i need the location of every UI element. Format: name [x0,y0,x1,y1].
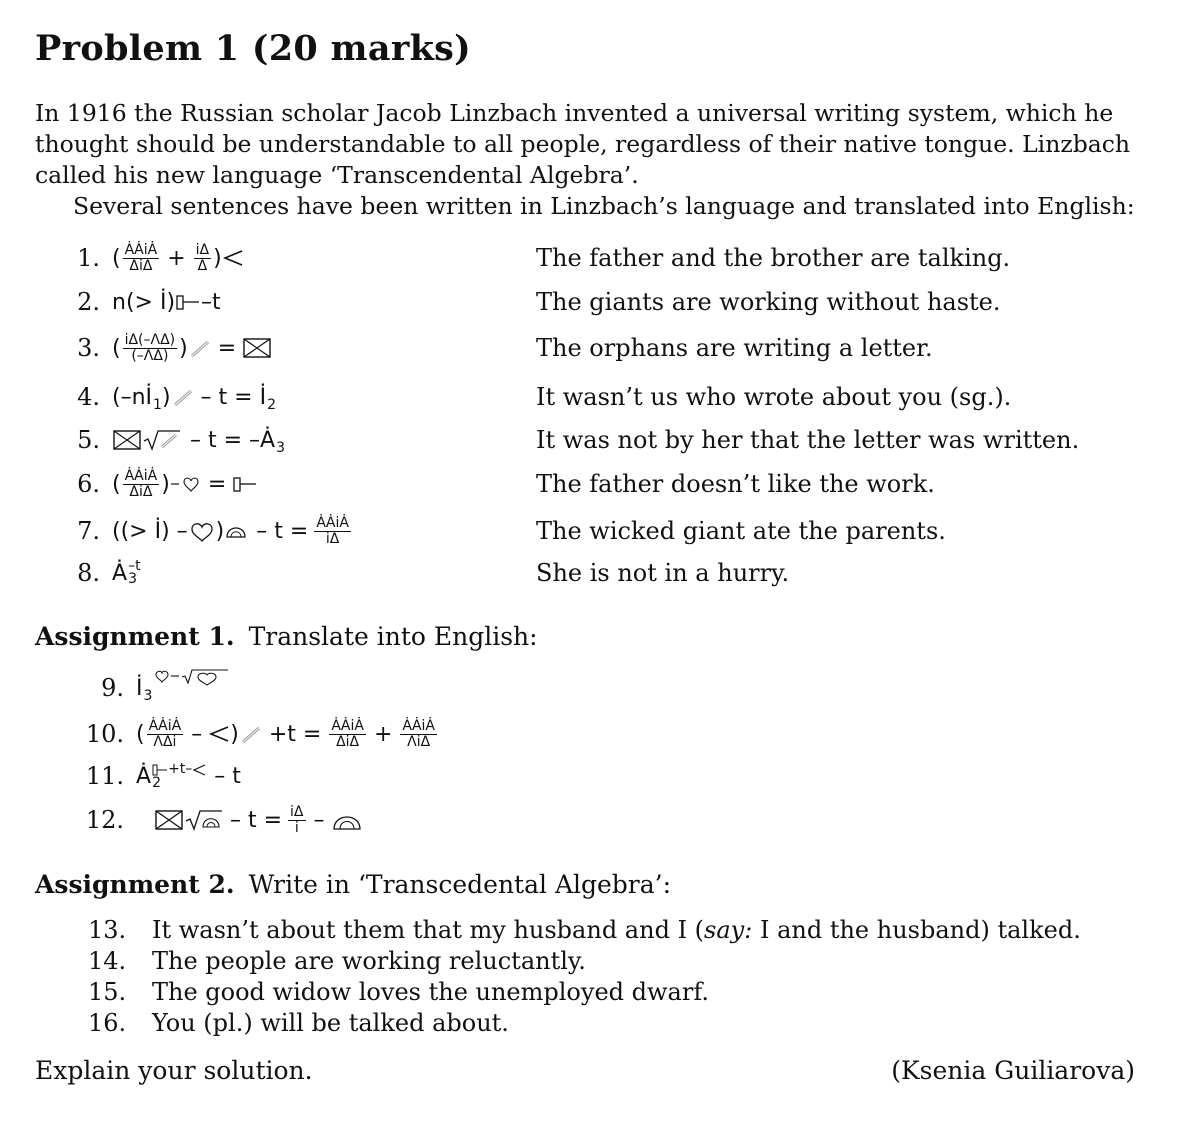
question-number: 10. [85,720,124,748]
fraction: $\frac{\text{ȦȦiȦ}}{\text{ΛΔi}}$ [148,717,182,750]
example-translation: It wasn’t us who wrote about you (sg.). [536,383,1012,411]
example-formula: – t = –Ȧ 3 [112,420,285,460]
example-number: 4. [77,383,100,411]
talk-symbol-icon [208,724,230,744]
fraction: $\frac{\text{ȦȦiȦ}}{i\Delta}$ [316,514,349,547]
intro-lead-in: Several sentences have been written in Linzbach’s language and translated into English: [73,192,1135,220]
example-number: 3. [77,334,100,362]
task-item: 16. You (pl.) will be talked about. [88,1009,509,1037]
pen-symbol-icon [171,385,195,409]
fraction: $\frac{i\Delta}{i}$ [290,803,304,836]
example-translation: It was not by her that the letter was written. [536,426,1080,454]
example-formula: ( $\frac{\text{ȦȦiȦ}}{\text{ΔiΔ}}$ ) = [112,464,258,504]
letter-symbol-icon [154,808,184,832]
fraction: $\frac{i\Delta}{\Delta}$ [195,241,210,274]
heart-root-symbol-icon [152,665,232,695]
example-number: 8. [77,559,100,587]
talk-symbol-icon [192,763,206,777]
task-item: 15. The good widow loves the unemployed dwarf. [88,978,709,1006]
example-translation: The orphans are writing a letter. [536,334,933,362]
example-number: 2. [77,288,100,316]
instruction-text: Explain your solution. [35,1056,313,1085]
root-eat-symbol-icon [184,807,224,833]
example-formula: ( $\frac{\text{ȦȦiȦ}}{\text{ΔiΔ}}$ + $\frac{i\Delta}{\Delta}$ ) [112,238,244,278]
work-symbol-icon [232,474,258,494]
intro-text [35,98,1140,222]
fraction: $\frac{\text{ȦȦiȦ}}{\text{ΔiΔ}}$ [124,467,158,500]
example-number: 1. [77,244,100,272]
assignment-1-heading: Assignment 1. Translate into English: [35,622,538,651]
talk-symbol-icon [222,248,244,268]
example-formula: ((> İ) – ) – t = $\frac{\text{ȦȦiȦ}}{i\Delta}$ [112,514,349,547]
example-formula: Ȧ –t 3 [112,558,141,587]
example-translation: The father doesn’t like the work. [536,470,935,498]
question-formula: ( $\frac{\text{ȦȦiȦ}}{\text{ΛΔi}}$ – ) +t = $\frac{\text{ȦȦiȦ}}{\text{ΔiΔ}}$ + $\frac{\text{ȦȦiȦ}}{\text{ΛiΔ}}$ [136,717,435,750]
example-formula: n(> İ) –t [112,289,221,315]
fraction: $\frac{\text{ȦȦiȦ}}{\text{ΔiΔ}}$ [331,717,364,750]
page-title: Problem 1 (20 marks) [35,28,472,69]
fraction: $\frac{i\Delta(-\Lambda\Delta)}{(-\Lambda\Delta)}$ [124,331,176,364]
pen-symbol-icon [239,722,263,746]
example-formula: ( $\frac{i\Delta(-\Lambda\Delta)}{(-\Lambda\Delta)}$ ) = [112,328,272,368]
dislike-heart-icon [170,474,202,494]
example-translation: The father and the brother are talking. [536,244,1011,272]
fraction: $\frac{\text{ȦȦiȦ}}{\text{ΛiΔ}}$ [402,717,435,750]
example-number: 5. [77,426,100,454]
question-number: 9. [101,674,124,702]
question-number: 11. [85,762,124,790]
heart-symbol-icon [188,519,216,543]
intro-paragraph: In 1916 the Russian scholar Jacob Linzbach invented a universal writing system, which he thought should be understandable to all people, regardless of their native tongue. Linzbach called his new language ‘Transcendental Algebra’. [35,99,1131,189]
assignment-2-heading: Assignment 2. Write in ‘Transcedental Algebra’: [35,870,672,899]
letter-symbol-icon [242,336,272,360]
question-formula: Ȧ +t– 2 – t [136,761,241,791]
example-translation: The wicked giant ate the parents. [536,517,946,545]
example-number: 6. [77,470,100,498]
task-item: 14. The people are working reluctantly. [88,947,586,975]
footer [35,1056,1135,1085]
eat-arch-icon [331,807,363,833]
eat-arch-icon [224,521,248,541]
question-formula: – t = $\frac{i\Delta}{i}$ – [154,800,363,840]
example-formula: (–nİ 1 ) – t = İ 2 [112,384,276,413]
work-symbol-icon [175,292,201,312]
task-item: 13. It wasn’t about them that my husband and I (say: I and the husband) talked. [88,916,1081,944]
root-pen-symbol-icon [142,427,182,453]
example-translation: She is not in a hurry. [536,559,790,587]
example-number: 7. [77,517,100,545]
question-number: 12. [85,806,124,834]
example-translation: The giants are working without haste. [536,288,1001,316]
question-formula: İ 3 [136,668,232,708]
fraction: $\frac{\text{ȦȦiȦ}}{\text{ΔiΔ}}$ [124,241,158,274]
pen-symbol-icon [188,336,212,360]
author-credit: (Ksenia Guiliarova) [891,1056,1135,1085]
letter-symbol-icon [112,428,142,452]
